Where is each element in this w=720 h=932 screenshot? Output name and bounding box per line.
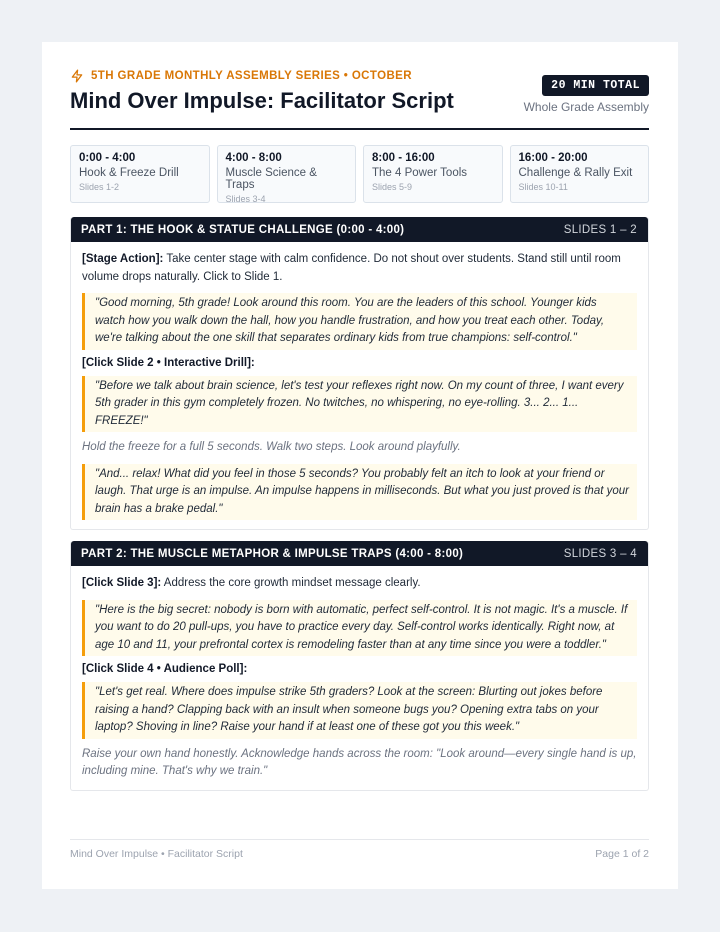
- part2-header: [71, 541, 648, 566]
- page-number: Page 1 of 2: [595, 848, 649, 860]
- slide-cue: [Click Slide 4 • Audience Poll]:: [82, 663, 248, 675]
- timeline-card: [363, 145, 503, 203]
- timeline-card: [510, 145, 650, 203]
- slide-action-label: [Click Slide 3]:: [82, 577, 162, 589]
- timeline-slides: Slides 1-2: [79, 182, 120, 192]
- timeline-time: 4:00 - 8:00: [225, 152, 282, 164]
- script-quote: "Here is the big secret: nobody is born with automatic, perfect self-control. It is not magic. It's a muscle. If you want to do 20 pull-ups, you have to practice every day. Self-control works identically. Right now, at age 10 and 11, your prefrontal cortex is remodeling faster than at any time since you were a toddler.": [82, 600, 637, 657]
- timeline-name: Challenge & Rally Exit: [518, 167, 633, 179]
- script-quote: "And... relax! What did you feel in those 5 seconds? You probably felt an itch to look at your friend or laugh. That urge is an impulse. An impulse happens in milliseconds. But what you just proved is that your brain has a brake pedal.": [82, 464, 637, 521]
- script-quote: "Before we talk about brain science, let's test your reflexes right now. On my count of three, I want every 5th grader in this gym completely frozen. No twitches, no whispering, no eye-rolling. 3... 2... 1... FREEZE!": [82, 376, 637, 433]
- series-kicker: [70, 69, 412, 83]
- footer-title: Mind Over Impulse • Facilitator Script: [70, 848, 243, 860]
- part2-section: [70, 541, 649, 791]
- footer-divider: [70, 839, 649, 840]
- timeline-card: [217, 145, 357, 203]
- header-divider: [70, 128, 649, 130]
- script-page: [42, 42, 678, 889]
- timeline-name: Hook & Freeze Drill: [79, 167, 179, 179]
- stage-action-text: Take center stage with calm confidence. Do not shout over students. Stand still until room volume drops naturally. Click to Slide 1.: [82, 253, 621, 283]
- timeline-time: 8:00 - 16:00: [372, 152, 435, 164]
- timeline-name: The 4 Power Tools: [372, 167, 468, 179]
- stage-action: [82, 251, 637, 286]
- part1-section: [70, 217, 649, 530]
- agenda-timeline: [70, 145, 649, 203]
- timeline-slides: Slides 3-4: [225, 194, 266, 204]
- part1-slides: SLIDES 1 – 2: [563, 223, 637, 236]
- page-title: Mind Over Impulse: Facilitator Script: [70, 88, 454, 113]
- duration-badge: 20 MIN TOTAL: [542, 75, 649, 96]
- timeline-time: 16:00 - 20:00: [518, 152, 588, 164]
- part1-heading: PART 1: THE HOOK & STATUE CHALLENGE (0:00 - 4:00): [81, 223, 405, 236]
- timeline-card: [70, 145, 210, 203]
- part2-slides: SLIDES 3 – 4: [563, 547, 637, 560]
- timeline-time: 0:00 - 4:00: [79, 152, 136, 164]
- kicker-text: 5TH GRADE MONTHLY ASSEMBLY SERIES • OCTOBER: [91, 70, 412, 82]
- facilitator-note: Raise your own hand honestly. Acknowledge hands across the room: "Look around—every single hand is up, including mine. That's why we train.": [82, 747, 637, 777]
- part1-header: [71, 217, 648, 242]
- lightning-icon: [70, 69, 84, 83]
- script-quote: "Let's get real. Where does impulse strike 5th graders? Look at the screen: Blurting out jokes before raising a hand? Clapping back with an insult when someone bugs you? Opening extra tabs on your laptop? Shoving in line? Raise your hand if at least one of these got you this week.": [82, 682, 637, 739]
- stage-action-label: [Stage Action]:: [82, 253, 164, 265]
- audience-label: Whole Grade Assembly: [523, 100, 649, 114]
- facilitator-note: Hold the freeze for a full 5 seconds. Walk two steps. Look around playfully.: [82, 441, 461, 453]
- timeline-slides: Slides 10-11: [518, 182, 568, 192]
- part2-heading: PART 2: THE MUSCLE METAPHOR & IMPULSE TRAPS (4:00 - 8:00): [81, 547, 464, 560]
- script-quote: "Good morning, 5th grade! Look around this room. You are the leaders of this school. Younger kids watch how you walk down the hall, how you handle frustration, and how you treat each other. Today, we're talking about the one skill that separates ordinary kids from true champions: self-control.": [82, 293, 637, 350]
- timeline-slides: Slides 5-9: [372, 182, 413, 192]
- slide-action: [82, 575, 637, 593]
- timeline-name: Muscle Science & Traps: [225, 167, 317, 191]
- slide-action-text: Address the core growth mindset message clearly.: [161, 577, 421, 589]
- slide-cue: [Click Slide 2 • Interactive Drill]:: [82, 356, 255, 369]
